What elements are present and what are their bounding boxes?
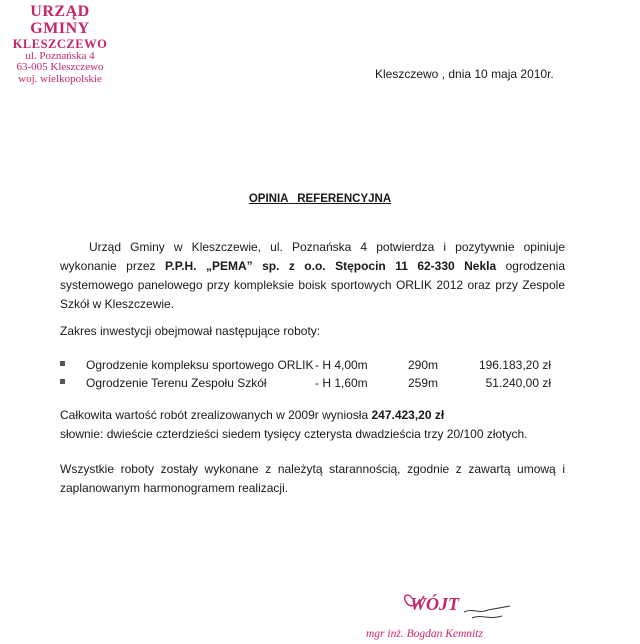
document-title: OPINIA REFERENCYJNA [248,193,392,205]
total-in-words: słownie: dwieście czterdzieści siedem tysięcy czterysta dwadzieścia trzy 20/100 złotych. [60,427,528,441]
total-line [60,406,565,425]
item-name: Ogrodzenie Terenu Zespołu Szkół [86,376,267,390]
signature-line [464,606,510,612]
paragraph-conclusion: Wszystkie roboty zostały wykonane z należytą starannością, zgodnie z zawartą umową i zaplanowanym harmonogramem realizacji. [60,462,565,495]
paragraph-confirmation-rest: ogrodzenia systemowego panelowego przy kompleksie boisk sportowych ORLIK 2012 oraz przy Zespole Szkół w Kleszczewie. [60,259,565,311]
item-name: Ogrodzenie kompleksu sportowego ORLIK [86,358,314,372]
bullet-icon [60,379,65,384]
works-list [60,358,570,394]
total-prefix: Całkowita wartość robót zrealizowanych w 2009r wyniosła [60,408,372,422]
stamp-line-region: woj. wielkopolskie [18,72,102,85]
contractor-name: P.P.H. „PEMA” sp. z o.o. Stępocin 11 62-330 Nekla [164,259,497,273]
item-length: 259m [408,376,439,390]
total-amount: 247.423,20 zł [371,408,445,422]
item-amount: 51.240,00 zł [485,376,551,390]
paragraph-confirmation [60,238,565,314]
item-length: 290m [408,358,439,372]
office-stamp [0,4,120,85]
item-height: - H 1,60m [315,376,368,390]
stamp-line-postcode: 63-005 Kleszczewo [16,61,104,74]
stamp-line-street: ul. Poznańska 4 [25,49,95,62]
date-line: Kleszczewo , dnia 10 maja 2010r. [375,67,554,81]
bullet-icon [60,361,65,366]
list-item [60,358,570,376]
paragraph-confirmation-intro: Urząd Gminy w Kleszczewie, ul. Poznańska 4 potwierdza i pozytywnie opiniuje wykonanie przez [60,240,565,273]
signature-office: WÓJT [410,594,459,614]
paragraph-total [60,406,565,444]
list-item [60,376,570,394]
item-height: - H 4,00m [315,358,368,372]
stamp-line-office: URZĄD GMINY [30,3,90,37]
signature-line [472,616,502,618]
item-amount: 196.183,20 zł [478,358,551,372]
paragraph-scope: Zakres inwestycji obejmował następujące roboty: [60,324,321,338]
signatory-name: mgr inż. Bogdan Kemnitz [366,628,483,640]
signature-stamp [360,584,530,640]
stamp-line-town: KLESZCZEWO [12,36,108,51]
